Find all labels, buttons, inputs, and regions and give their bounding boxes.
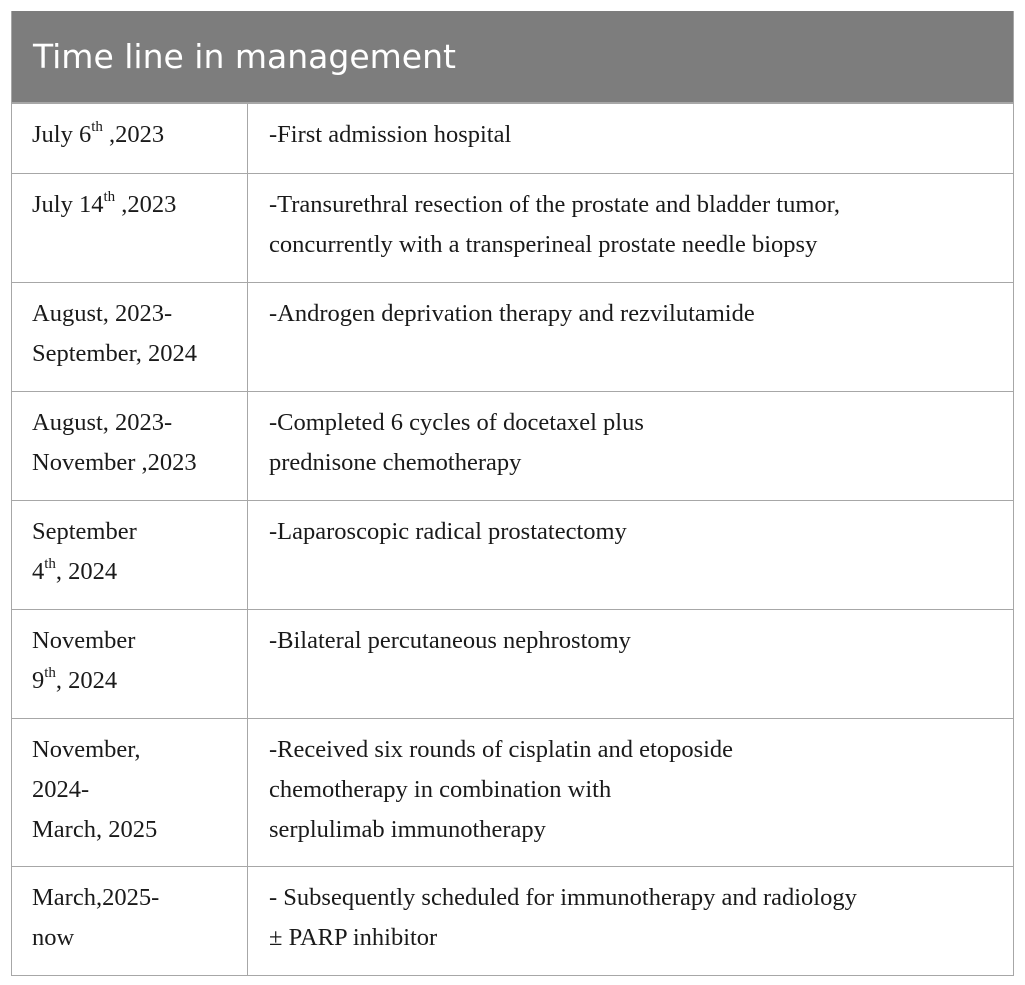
date-line: September, 2024 — [32, 340, 198, 367]
event-line: -Androgen deprivation therapy and rezvilutamide — [269, 300, 755, 327]
table-row — [12, 103, 1013, 173]
date-line: August, 2023- — [32, 409, 173, 436]
event-cell — [248, 104, 1013, 173]
date-line: 2024- — [32, 776, 90, 803]
date-cell — [12, 283, 248, 391]
event-cell — [248, 283, 1013, 391]
date-line: September — [32, 518, 137, 545]
event-line: -Laparoscopic radical prostatectomy — [269, 518, 627, 545]
date-line: August, 2023- — [32, 300, 173, 327]
date-text: , 2024 — [55, 667, 118, 694]
event-line: ± PARP inhibitor — [269, 924, 438, 951]
table-row — [12, 391, 1013, 500]
table-title: Time line in management — [12, 11, 1013, 103]
table-row — [12, 282, 1013, 391]
date-line: November, — [32, 736, 141, 763]
event-cell — [248, 501, 1013, 609]
event-line: -Transurethral resection of the prostate and bladder tumor, — [269, 191, 840, 218]
date-line — [32, 552, 247, 592]
date-superscript: th — [103, 188, 116, 205]
date-superscript: th — [91, 118, 103, 135]
date-cell — [12, 719, 248, 866]
table-row — [12, 173, 1013, 282]
event-cell — [248, 719, 1013, 866]
date-text: July 6 — [32, 121, 92, 148]
event-line: - Subsequently scheduled for immunotherapy and radiology — [269, 884, 857, 911]
date-text: 4 — [32, 558, 45, 585]
table-row — [12, 718, 1013, 866]
timeline-table — [11, 11, 1014, 976]
date-cell — [12, 104, 248, 173]
date-line: now — [32, 924, 75, 951]
date-cell — [12, 174, 248, 282]
date-line: November — [32, 627, 136, 654]
event-line: prednisone chemotherapy — [269, 449, 522, 476]
date-line — [32, 185, 247, 225]
event-line: concurrently with a transperineal prostate needle biopsy — [269, 231, 818, 258]
date-cell — [12, 610, 248, 718]
date-line: March, 2025 — [32, 816, 158, 843]
date-line — [32, 115, 247, 155]
date-line: November ,2023 — [32, 449, 197, 476]
event-line: -First admission hospital — [269, 121, 512, 148]
event-cell — [248, 392, 1013, 500]
date-text: ,2023 — [102, 121, 165, 148]
table-row — [12, 609, 1013, 718]
date-text: July 14 — [32, 191, 104, 218]
event-cell — [248, 867, 1013, 975]
date-superscript: th — [44, 555, 56, 572]
date-text: ,2023 — [115, 191, 177, 218]
event-line: -Bilateral percutaneous nephrostomy — [269, 627, 631, 654]
date-text: , 2024 — [55, 558, 118, 585]
table-row — [12, 866, 1013, 975]
event-line: serplulimab immunotherapy — [269, 816, 546, 843]
event-line: chemotherapy in combination with — [269, 776, 612, 803]
date-text: 9 — [32, 667, 45, 694]
date-superscript: th — [44, 664, 56, 681]
date-cell — [12, 392, 248, 500]
date-cell — [12, 501, 248, 609]
event-cell — [248, 174, 1013, 282]
date-line — [32, 661, 247, 701]
date-cell — [12, 867, 248, 975]
date-line: March,2025- — [32, 884, 160, 911]
event-line: -Completed 6 cycles of docetaxel plus — [269, 409, 644, 436]
event-cell — [248, 610, 1013, 718]
table-row — [12, 500, 1013, 609]
event-line: -Received six rounds of cisplatin and etoposide — [269, 736, 734, 763]
